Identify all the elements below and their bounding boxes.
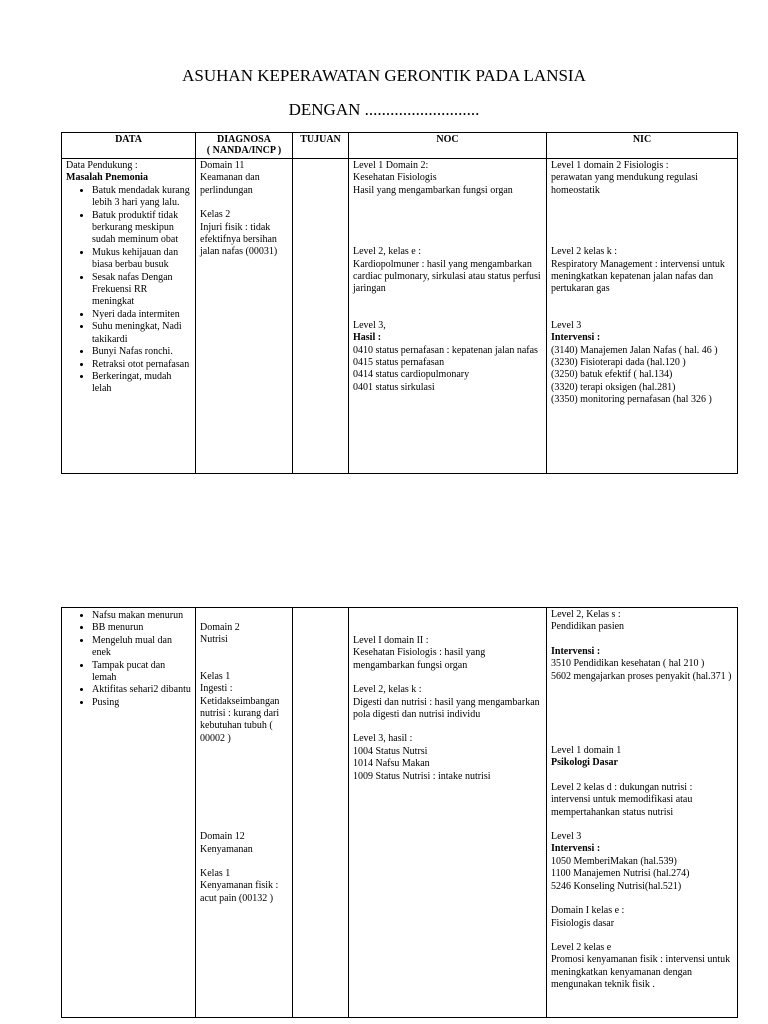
nic-level3: Level 3 <box>551 831 582 843</box>
noc-level3: Level 3, hasil : <box>353 733 413 745</box>
diag-kelas-desc: Injuri fisik : tidak efektifnya bersihan jalan nafas (00031) <box>200 221 278 258</box>
noc-level3: Level 3, <box>353 319 386 331</box>
nic-domain-i-a: Fisiologis dasar <box>551 917 615 929</box>
list-item: • Suhu meningkat, Nadi takikardi <box>92 321 191 346</box>
header-diagnosa-line2: ( NANDA/INCP ) <box>206 145 282 156</box>
list-item: • Mukus kehijauan dan biasa berbau busuk <box>92 247 191 272</box>
table-row <box>62 159 738 474</box>
noc-level1: Level I domain II : <box>353 635 429 646</box>
nic-level1: Level 1 domain 1 <box>551 745 622 757</box>
nic-item: (3350) monitoring pernafasan (hal 326 ) <box>551 394 712 406</box>
list-item: • Nafsu makan menurun <box>92 610 191 622</box>
nic-level1-a: perawatan yang mendukung regulasi homeostatik <box>551 172 698 196</box>
diag-kelas-12: Kelas 1 <box>200 868 231 880</box>
list-item: • Pusing <box>92 697 191 709</box>
diag-domain: Domain 2 <box>200 622 240 633</box>
nic-level1-psikologi: Psikologi Dasar <box>551 757 618 769</box>
noc-item: 0401 status sirkulasi <box>353 381 435 393</box>
document-title: ASUHAN KEPERAWATAN GERONTIK PADA LANSIA <box>182 66 586 85</box>
noc-item: 1014 Nafsu Makan <box>353 758 430 770</box>
header-noc: NOC <box>349 133 547 159</box>
nic-level2: Level 2 kelas k : <box>551 246 618 258</box>
nic-item: 3510 Pendidikan kesehatan ( hal 210 ) <box>551 658 705 670</box>
list-item: • Aktifitas sehari2 dibantu <box>92 684 191 696</box>
data-list <box>66 185 191 396</box>
noc-level2: Level 2, kelas k : <box>353 684 422 696</box>
nic-item: 5602 mengajarkan proses penyakit (hal.371 ) <box>551 670 732 682</box>
nic-cell <box>547 608 738 1018</box>
nic-item: 5246 Konseling Nutrisi(hal.521) <box>551 880 682 892</box>
noc-item: 0410 status pernafasan : kepatenan jalan nafas <box>353 344 538 356</box>
noc-level3-hasil: Hasil : <box>353 332 382 344</box>
table-row <box>62 608 738 1018</box>
list-item: • Mengeluh mual dan enek <box>92 635 191 660</box>
nic-level2-a: Respiratory Management : intervensi untuk meningkatkan kepatenan jalan nafas dan pertukaran gas <box>551 258 725 295</box>
care-plan-table-1 <box>61 132 738 474</box>
list-item: • Batuk produktif tidak berkurang meskipun sudah meminum obat <box>92 210 191 247</box>
nic-intervensi-2: Intervensi : <box>551 843 601 855</box>
data-label: Data Pendukung : <box>66 160 138 171</box>
diagnosa-cell <box>196 159 293 474</box>
nic-level2-s: Level 2, Kelas s : <box>551 609 621 620</box>
diag-domain-12-desc: Kenyamanan <box>200 843 253 855</box>
nic-intervensi-1: Intervensi : <box>551 645 601 657</box>
document-subtitle: DENGAN ........................... <box>288 100 480 119</box>
nic-item: (3320) terapi oksigen (hal.281) <box>551 381 676 393</box>
list-item: • Tampak pucat dan lemah <box>92 660 191 685</box>
header-diagnosa-line1: DIAGNOSA <box>217 134 271 145</box>
list-item: • Berkeringat, mudah lelah <box>92 371 191 396</box>
noc-level2: Level 2, kelas e : <box>353 246 422 258</box>
list-item: • Sesak nafas Dengan Frekuensi RR meningkat <box>92 272 191 309</box>
header-data: DATA <box>62 133 196 159</box>
nic-level2-s-a: Pendidikan pasien <box>551 621 625 633</box>
data-cell <box>62 159 196 474</box>
nic-level3: Level 3 <box>551 319 582 331</box>
nic-cell <box>547 159 738 474</box>
nic-level3-intervensi: Intervensi : <box>551 332 601 344</box>
diag-kelas: Kelas 1 <box>200 670 231 682</box>
noc-level1: Level 1 Domain 2: <box>353 160 429 171</box>
header-nic: NIC <box>547 133 738 159</box>
care-plan-table-2 <box>61 607 738 1018</box>
diag-domain: Domain 11 <box>200 160 245 171</box>
list-item: • Nyeri dada intermiten <box>92 309 191 321</box>
diag-kelas-desc: Ingesti : <box>200 683 233 695</box>
noc-level2-a: Kardiopolmuner : hasil yang mengambarkan cardiac pulmonary, sirkulasi atau status perfusi jaringan <box>353 258 541 295</box>
diag-domain-desc: Nutrisi <box>200 634 228 646</box>
nic-item: (3230) Fisioterapi dada (hal.120 ) <box>551 357 686 369</box>
nic-level2-e: Level 2 kelas e <box>551 941 612 953</box>
noc-item: 0414 status cardiopulmonary <box>353 369 470 381</box>
tujuan-cell <box>293 608 349 1018</box>
list-item: • Retraksi otot pernafasan <box>92 359 191 371</box>
list-item: • Batuk mendadak kurang lebih 3 hari yang lalu. <box>92 185 191 210</box>
list-item: • BB menurun <box>92 622 191 634</box>
data-problem: Masalah Pnemonia <box>66 172 148 184</box>
nic-item: (3250) batuk efektif ( hal.134) <box>551 369 673 381</box>
noc-item: 1009 Status Nutrisi : intake nutrisi <box>353 770 491 782</box>
nic-level1: Level 1 domain 2 Fisiologis : <box>551 160 669 171</box>
noc-item: 1004 Status Nutrsi <box>353 745 428 757</box>
diag-kelas: Kelas 2 <box>200 209 231 221</box>
noc-cell <box>349 608 547 1018</box>
nic-domain-i: Domain I kelas e : <box>551 905 625 917</box>
diag-domain-desc: Keamanan dan perlindungan <box>200 172 260 196</box>
diag-kelas-12-desc: Kenyamanan fisik : acut pain (00132 ) <box>200 880 279 904</box>
diagnosa-cell <box>196 608 293 1018</box>
noc-level1-a: Kesehatan Fisiologis : hasil yang mengambarkan fungsi organ <box>353 647 486 671</box>
nic-level2-e-a: Promosi kenyamanan fisik : intervensi untuk meningkatkan kenyamanan dengan mengunakan teknik fisik . <box>551 954 731 991</box>
nic-level2-d: Level 2 kelas d : dukungan nutrisi : intervensi untuk memodifikasi atau mempertahankan status nutrisi <box>551 781 693 818</box>
diag-kelas-detail: Ketidakseimbangan nutrisi : kurang dari kebutuhan tubuh ( 00002 ) <box>200 695 280 744</box>
noc-level2-a: Digesti dan nutrisi : hasil yang mengambarkan pola digesti dan nutrisi individu <box>353 696 540 721</box>
header-row <box>62 133 738 159</box>
header-tujuan: TUJUAN <box>293 133 349 159</box>
noc-cell <box>349 159 547 474</box>
list-item: • Bunyi Nafas ronchi. <box>92 346 191 358</box>
nic-item: (3140) Manajemen Jalan Nafas ( hal. 46 ) <box>551 344 718 356</box>
nic-item: 1100 Manajemen Nutrisi (hal.274) <box>551 868 690 880</box>
data-list <box>66 610 191 709</box>
diag-domain-12: Domain 12 <box>200 831 245 843</box>
noc-level1-b: Hasil yang mengambarkan fungsi organ <box>353 184 513 196</box>
noc-item: 0415 status pernafasan <box>353 357 445 369</box>
tujuan-cell <box>293 159 349 474</box>
data-cell <box>62 608 196 1018</box>
header-diagnosa <box>196 133 293 159</box>
noc-level1-a: Kesehatan Fisiologis <box>353 172 437 184</box>
nic-item: 1050 MemberiMakan (hal.539) <box>551 855 677 867</box>
